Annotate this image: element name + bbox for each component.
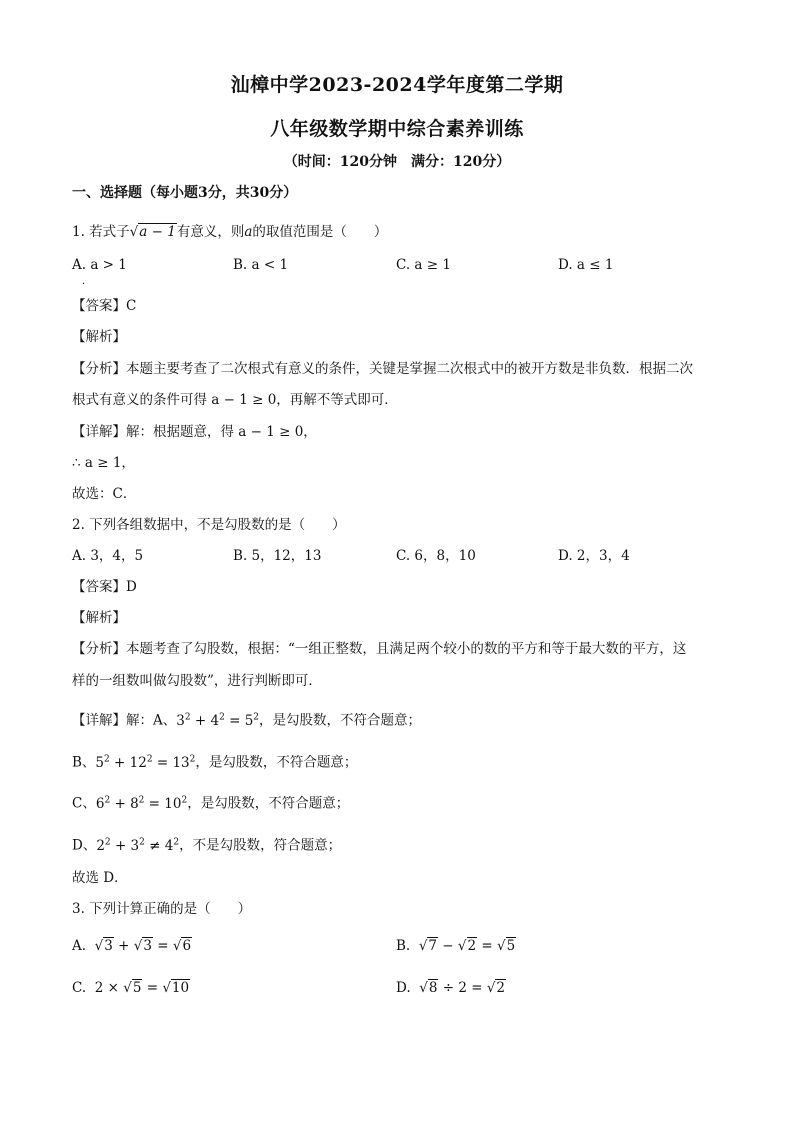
question-2-analysis-line1: 【分析】本题考查了勾股数，根据：“一组正整数，且满足两个较小的数的平方和等于最大数的平方，这 xyxy=(72,641,687,657)
document-title-line2: 八年级数学期中综合素养训练 xyxy=(270,118,524,140)
question-1-analysis-line1: 【分析】本题主要考查了二次根式有意义的条件，关键是掌握二次根式中的被开方数是非负数．根据二次 xyxy=(72,361,693,377)
question-3-stem: 3. 下列计算正确的是（ ） xyxy=(72,901,252,917)
question-1-answer: 【答案】C xyxy=(72,298,137,314)
expression-a: √3 + √3 = √6 xyxy=(94,938,192,954)
question-2-detail-a: 【详解】解：A、$3^2 + 4^2 = 5^2$，是勾股数，不符合题意； xyxy=(72,712,422,729)
expression-b: √7 − √2 = √5 xyxy=(418,938,516,954)
question-2-option-a: A. 3，4，5 xyxy=(72,548,144,564)
question-2-choice: 故选 D． xyxy=(72,870,128,886)
question-3-option-a: A. √3 + √3 = √6 xyxy=(72,938,192,954)
question-2-analysis-label: 【解析】 xyxy=(72,610,126,626)
question-2-analysis-line2: 样的一组数叫做勾股数”，进行判断即可． xyxy=(72,673,322,689)
question-2-detail-c: C、$6^2 + 8^2 = 10^2$，是勾股数，不符合题意； xyxy=(72,795,350,812)
question-1-option-b: B. a < 1 xyxy=(233,257,289,273)
question-1-option-d: D. a ≤ 1 xyxy=(558,257,614,273)
stray-dot: · xyxy=(82,279,86,290)
question-1-stem: 1. 若式子√a − 1有意义，则a的取值范围是（ ） xyxy=(72,224,388,240)
question-2-option-d: D. 2，3，4 xyxy=(558,548,630,564)
question-3-option-c: C. 2 × √5 = √10 xyxy=(72,980,190,996)
question-1-detail-line2: ∴ a ≥ 1， xyxy=(72,455,135,471)
equation-b: $5^2 + 12^2 = 13^2$ xyxy=(95,754,196,771)
equation-a: $3^2 + 4^2 = 5^2$ xyxy=(176,712,260,729)
question-2-answer: 【答案】D xyxy=(72,579,137,595)
question-2-detail-d: D、$2^2 + 3^2 \ne 4^2$，不是勾股数，符合题意； xyxy=(72,837,342,854)
question-1-option-a: A. a > 1 xyxy=(72,257,127,273)
question-1-detail-line1: 【详解】解：根据题意，得 a − 1 ≥ 0， xyxy=(72,424,317,440)
sqrt-expression: √a − 1 xyxy=(129,224,176,240)
section-heading-choice: 一、选择题（每小题3分，共30分） xyxy=(72,185,298,201)
question-2-option-c: C. 6，8，10 xyxy=(396,548,476,564)
exam-info: （时间：120分钟 满分：120分） xyxy=(283,154,511,170)
question-1-option-c: C. a ≥ 1 xyxy=(396,257,451,273)
question-2-stem: 2. 下列各组数据中，不是勾股数的是（ ） xyxy=(72,517,346,533)
question-1-analysis-label: 【解析】 xyxy=(72,329,126,345)
document-title-line1: 汕樟中学2023-2024学年度第二学期 xyxy=(230,74,564,96)
question-3-option-d: D. √8 ÷ 2 = √2 xyxy=(396,980,506,996)
expression-c: 2 × √5 = √10 xyxy=(94,980,190,996)
question-1-analysis-line2: 根式有意义的条件可得 a − 1 ≥ 0，再解不等式即可． xyxy=(72,392,398,408)
equation-d: $2^2 + 3^2 \ne 4^2$ xyxy=(96,837,180,854)
equation-c: $6^2 + 8^2 = 10^2$ xyxy=(95,795,188,812)
question-2-detail-b: B、$5^2 + 12^2 = 13^2$，是勾股数，不符合题意； xyxy=(72,754,358,771)
question-3-option-b: B. √7 − √2 = √5 xyxy=(396,938,516,954)
question-2-option-b: B. 5，12，13 xyxy=(233,548,322,564)
question-1-choice: 故选：C． xyxy=(72,486,137,502)
expression-d: √8 ÷ 2 = √2 xyxy=(419,980,506,996)
